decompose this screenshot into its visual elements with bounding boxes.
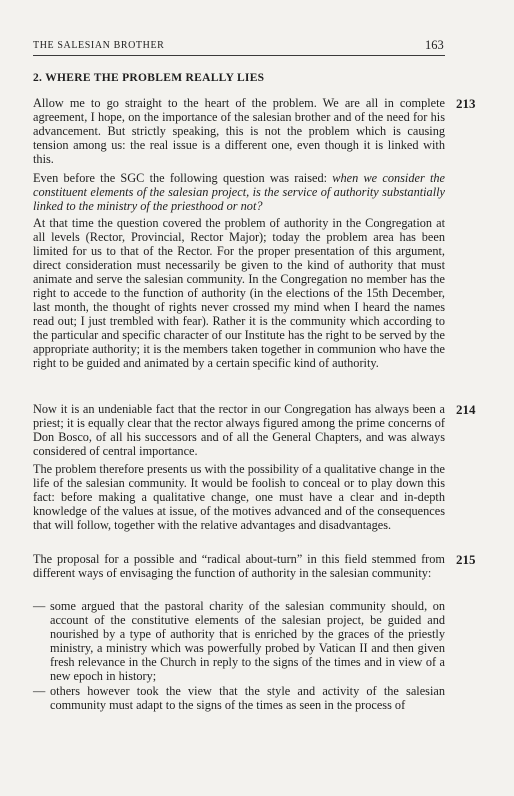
header-rule — [33, 55, 445, 56]
section-heading: 2. WHERE THE PROBLEM REALLY LIES — [33, 72, 265, 84]
list-item-1-text: some argued that the pastoral charity of the salesian community should, on account of the constitutive elements of the salesian project, be guided and nourished by a type of authority that is enriched by the graces of the priestly ministry, a ministry which was powerfully probed by Vatican II and then given fresh relevance in the Church in reply to the signs of the times and in view of a new epoch in history; — [50, 599, 445, 683]
paragraph-4: Now it is an undeniable fact that the rector in our Congregation has always been a priest; it is equally clear that the rector always figured among the prime concerns of Don Bosco, of all his successors and of all the General Chapters, and was always considered of central importance. — [33, 402, 445, 458]
list-item-2 — [33, 684, 445, 712]
list-dash: — — [33, 599, 46, 613]
running-head: THE SALESIAN BROTHER — [33, 40, 165, 51]
paragraph-1: Allow me to go straight to the heart of the problem. We are all in complete agreement, I hope, on the importance of the salesian brother and of the need for his advancement. But strictly speaking, this is not the problem which is causing tension among us: the real issue is a different one, even though it is linked with this. — [33, 96, 445, 166]
page-number: 163 — [425, 38, 444, 52]
margin-number-213: 213 — [456, 96, 476, 111]
margin-number-215: 215 — [456, 552, 476, 567]
paragraph-2 — [33, 171, 445, 213]
paragraph-3: At that time the question covered the problem of authority in the Congregation at all levels (Rector, Provincial, Rector Major); today the problem area has been limited for us to that of the Rector. For the proper presentation of this argument, direct consideration must necessarily be given to the kind of authority that must animate and serve the salesian community. In the Congregation no member has the right to accede to the function of authority (in the elections of the 15th December, last month, the thought of rights never crossed my mind when I heard the names read out; I just trembled with fear). Rather it is the community which according to the particular and specific character of our Institute has the right to be served by the appropriate authority; it is the members taken together in communion who have the right to be guided and animated by a certain specific kind of authority. — [33, 216, 445, 370]
paragraph-2-intro: Even before the SGC the following question was raised: — [33, 171, 333, 185]
paragraph-6: The proposal for a possible and “radical about-turn” in this field stemmed from different ways of envisaging the function of authority in the salesian community: — [33, 552, 445, 580]
paragraph-5: The problem therefore presents us with the possibility of a qualitative change in the life of the salesian community. It would be foolish to conceal or to play down this fact: before making a qualitative change, one must have a clear and in-depth knowledge of the values at issue, of the motives advanced and of the consequences that will follow, together with the relative advantages and disadvantages. — [33, 462, 445, 532]
margin-number-214: 214 — [456, 402, 476, 417]
list-item-1 — [33, 599, 445, 683]
list-dash: — — [33, 684, 46, 698]
paragraph-2-question: when we consider the constituent elements of the salesian project, is the service of authority substantially linked to the ministry of the priesthood or not? — [33, 171, 445, 213]
list-item-2-text: others however took the view that the style and activity of the salesian community must adapt to the signs of the times as seen in the process of — [50, 684, 445, 712]
